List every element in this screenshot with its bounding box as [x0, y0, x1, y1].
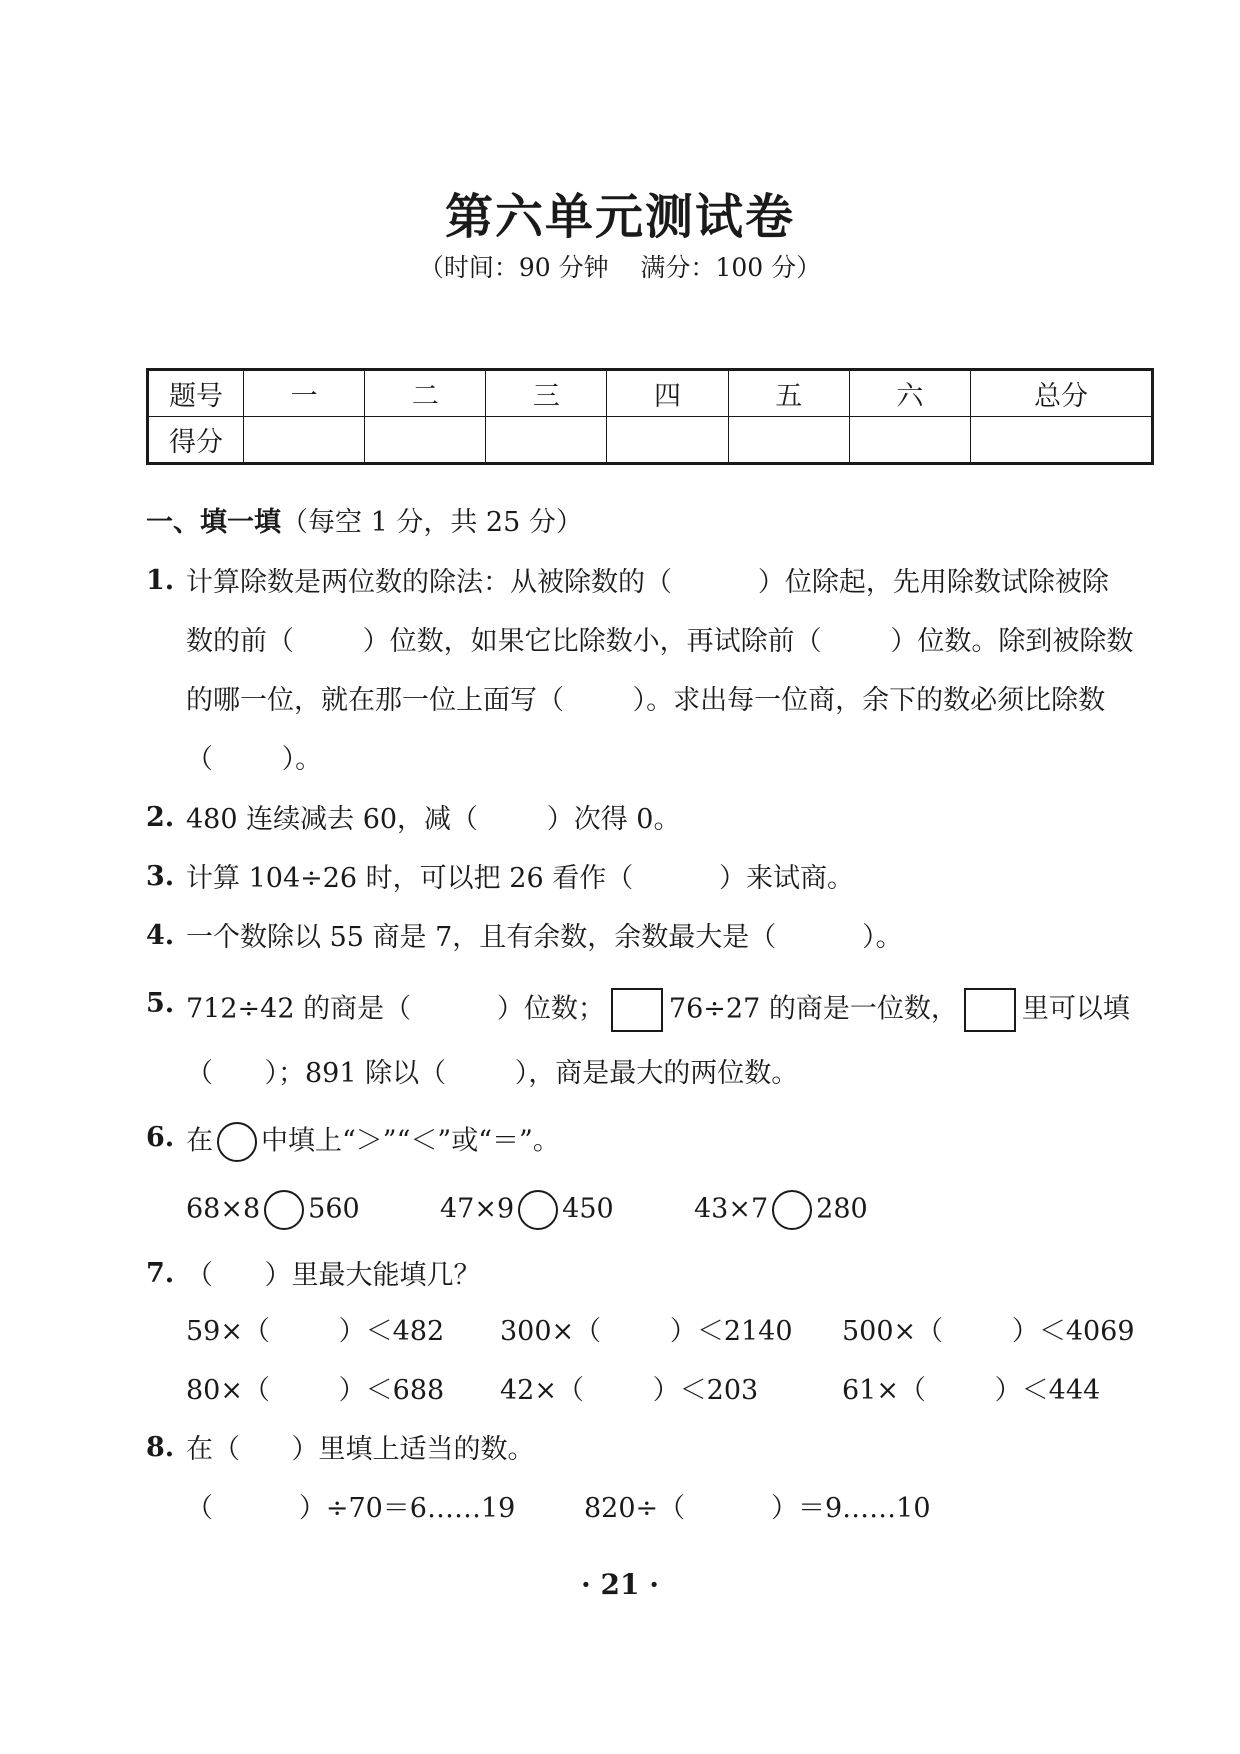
question-5-part-a: 712÷42 的商是（ ）位数；: [186, 993, 605, 1025]
question-4-text: 一个数除以 55 商是 7，且有余数，余数最大是（ ）。: [186, 922, 903, 953]
score-row-label: 得分: [148, 417, 244, 464]
inequality-item: 59×（ ）＜482: [186, 1316, 445, 1347]
score-table-header-row: [148, 370, 1153, 417]
compare-circle[interactable]: [264, 1190, 304, 1230]
question-number: 6.: [146, 1122, 175, 1153]
score-table-score-row: [148, 417, 1153, 464]
score-header-cell: 总分: [971, 370, 1153, 417]
score-header-cell: 题号: [148, 370, 244, 417]
question-7-text: （ ）里最大能填几？: [186, 1260, 481, 1291]
question-6-text: [186, 1122, 560, 1162]
score-header-cell: 四: [607, 370, 728, 417]
inequality-item: 80×（ ）＜688: [186, 1375, 445, 1406]
question-6-text-a: 在: [186, 1125, 213, 1157]
question-8-text: 在（ ）里填上适当的数。: [186, 1434, 535, 1465]
compare-left: 47×9: [440, 1193, 515, 1225]
score-header-cell: 六: [849, 370, 970, 417]
compare-right: 450: [562, 1193, 614, 1225]
question-number: 1.: [146, 565, 175, 596]
section-heading: [146, 500, 583, 539]
section-note: （每空 1 分，共 25 分）: [281, 507, 583, 538]
compare-circle[interactable]: [772, 1190, 812, 1230]
exam-info: （时间：90 分钟 满分：100 分）: [418, 253, 822, 282]
question-6-text-b: 中填上“＞”“＜”或“＝”。: [261, 1125, 560, 1157]
circle-icon: [217, 1122, 257, 1162]
score-cell[interactable]: [244, 417, 365, 464]
score-table: [146, 368, 1154, 465]
answer-box[interactable]: [611, 988, 663, 1032]
question-5-line-2: （ ）；891 除以（ ），商是最大的两位数。: [186, 1058, 799, 1089]
inequality-item: 61×（ ）＜444: [842, 1375, 1101, 1406]
score-cell[interactable]: [849, 417, 970, 464]
compare-right: 280: [816, 1193, 868, 1225]
question-number: 2.: [146, 802, 175, 833]
question-5-part-b: 76÷27 的商是一位数，: [668, 993, 958, 1025]
question-1-line: 计算除数是两位数的除法：从被除数的（ ）位除起，先用除数试除被除: [186, 567, 1109, 598]
inequality-item: 42×（ ）＜203: [500, 1375, 759, 1406]
answer-box[interactable]: [964, 988, 1016, 1032]
question-1-line: 的哪一位，就在那一位上面写（ ）。求出每一位商，余下的数必须比除数: [186, 685, 1106, 716]
score-cell[interactable]: [971, 417, 1153, 464]
compare-item: [694, 1190, 868, 1230]
score-cell[interactable]: [486, 417, 607, 464]
page-number: · 21 ·: [581, 1568, 659, 1601]
page-title: 第六单元测试卷: [444, 189, 795, 245]
score-cell[interactable]: [607, 417, 728, 464]
question-number: 4.: [146, 920, 175, 951]
section-title: 一、填一填: [146, 507, 281, 538]
question-number: 7.: [146, 1258, 175, 1289]
division-item: （ ）÷70＝6……19: [186, 1493, 516, 1524]
question-number: 8.: [146, 1432, 175, 1463]
compare-left: 43×7: [694, 1193, 769, 1225]
question-2-text: 480 连续减去 60，减（ ）次得 0。: [186, 804, 681, 835]
compare-circle[interactable]: [518, 1190, 558, 1230]
question-number: 5.: [146, 988, 175, 1019]
question-5-part-c: 里可以填: [1021, 993, 1130, 1025]
score-cell[interactable]: [365, 417, 486, 464]
score-header-cell: 五: [728, 370, 849, 417]
score-header-cell: 一: [244, 370, 365, 417]
compare-right: 560: [308, 1193, 360, 1225]
score-header-cell: 三: [486, 370, 607, 417]
score-cell[interactable]: [728, 417, 849, 464]
question-1-line: （ ）。: [186, 744, 323, 775]
inequality-item: 300×（ ）＜2140: [500, 1316, 793, 1347]
inequality-item: 500×（ ）＜4069: [842, 1316, 1135, 1347]
question-3-text: 计算 104÷26 时，可以把 26 看作（ ）来试商。: [186, 863, 855, 894]
compare-left: 68×8: [186, 1193, 261, 1225]
compare-item: [440, 1190, 614, 1230]
question-5-line-1: [186, 988, 1130, 1032]
question-number: 3.: [146, 861, 175, 892]
score-header-cell: 二: [365, 370, 486, 417]
compare-item: [186, 1190, 360, 1230]
division-item: 820÷（ ）＝9……10: [584, 1493, 931, 1524]
question-1-line: 数的前（ ）位数，如果它比除数小，再试除前（ ）位数。除到被除数: [186, 626, 1134, 657]
